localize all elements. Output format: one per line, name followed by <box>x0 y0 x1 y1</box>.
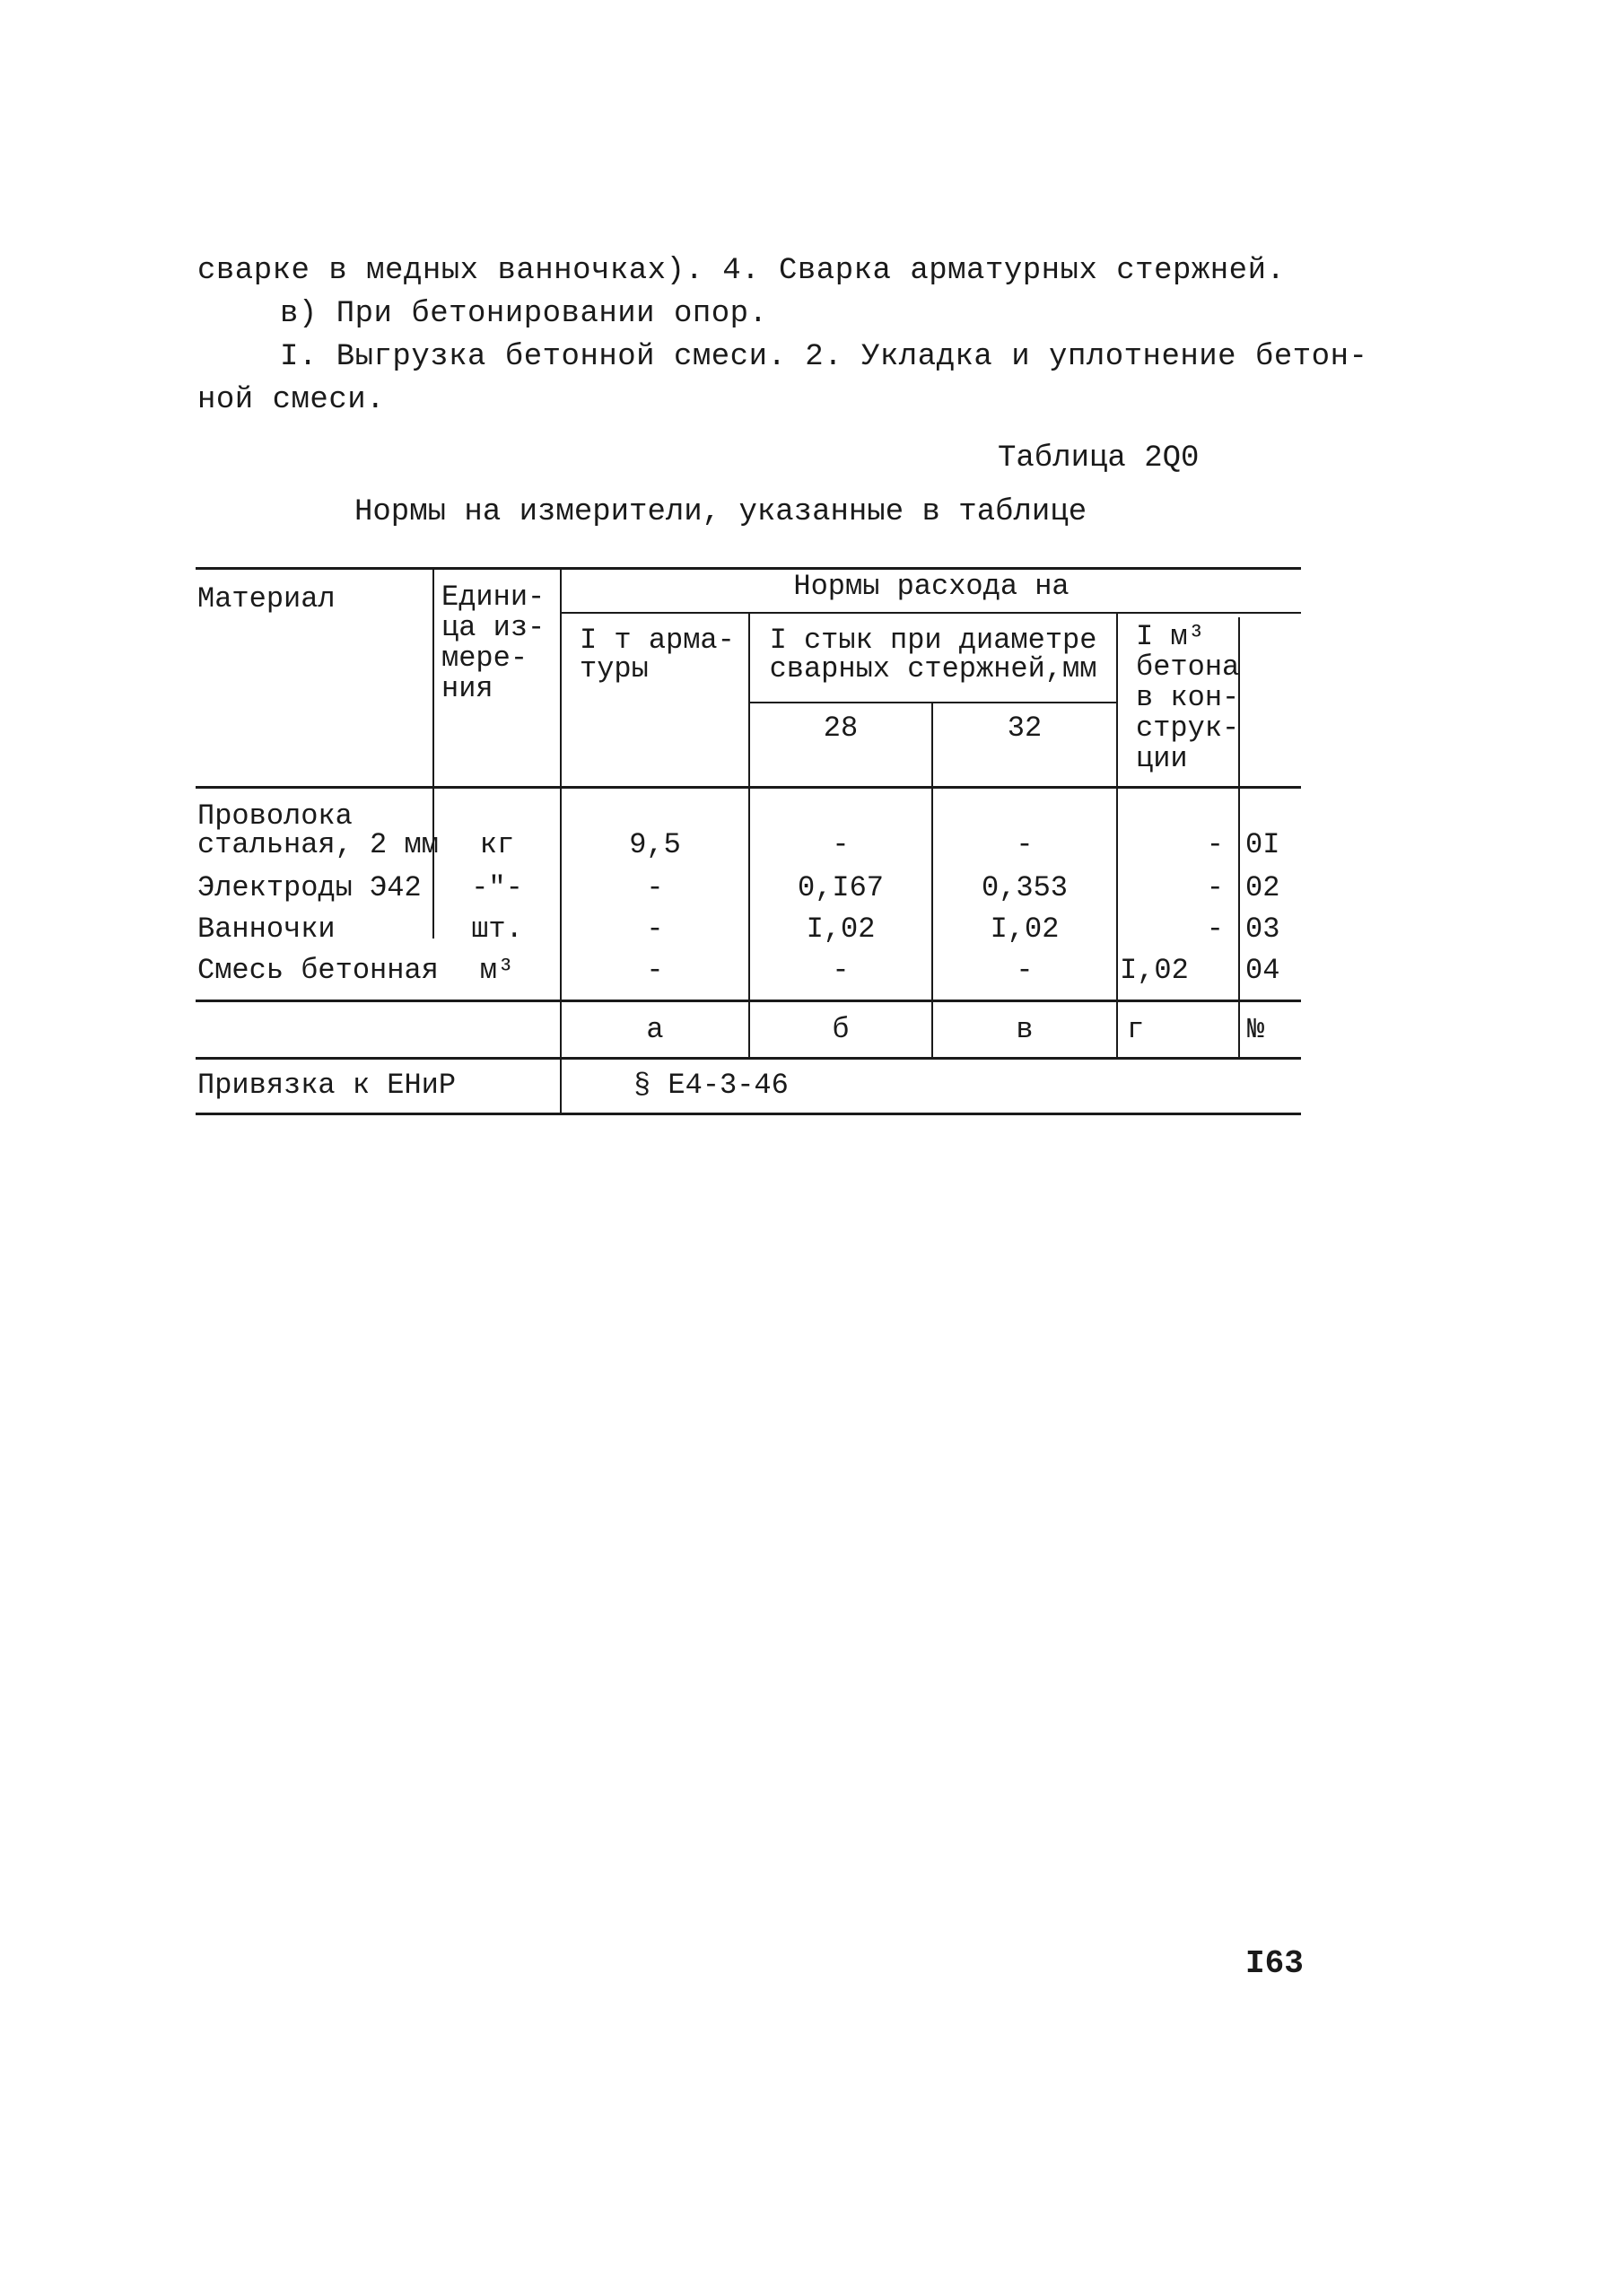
table-number: Таблица 2Q0 <box>998 441 1200 476</box>
row3-code: 03 <box>1245 912 1280 946</box>
header-per-m3-3: в кон- <box>1136 681 1240 714</box>
table-rule <box>562 612 1301 614</box>
row3-material: Ванночки <box>197 912 336 946</box>
row3-v: I,02 <box>990 912 1060 946</box>
row3-b: I,02 <box>806 912 876 946</box>
row2-v: 0,353 <box>981 871 1068 904</box>
row3-g: - <box>1206 912 1224 946</box>
col-letter-g: г <box>1127 1013 1145 1046</box>
table-rule <box>750 702 1118 703</box>
row1-material-2: стальная, 2 мм <box>197 828 439 861</box>
body-text-line: I. Выгрузка бетонной смеси. 2. Укладка и уплотнение бетон- <box>280 340 1368 374</box>
header-per-joint-1: I стык при диаметре <box>769 624 1097 657</box>
table-rule <box>196 567 1301 570</box>
header-norms: Нормы расхода на <box>793 570 1070 603</box>
row4-a: - <box>646 954 664 987</box>
header-per-m3-5: ции <box>1136 742 1188 775</box>
header-per-ton-2: туры <box>580 652 649 685</box>
row3-unit: шт. <box>471 912 523 946</box>
row1-v: - <box>1016 828 1034 861</box>
row1-unit: кг <box>479 828 515 861</box>
row4-v: - <box>1016 954 1034 987</box>
row1-a: 9,5 <box>629 828 681 861</box>
header-per-m3-1: I м³ <box>1136 620 1205 653</box>
row1-b: - <box>832 828 850 861</box>
col-letter-no: № <box>1247 1013 1265 1046</box>
row1-code: 0I <box>1245 828 1280 861</box>
row2-material: Электроды Э42 <box>197 871 422 904</box>
row4-code: 04 <box>1245 954 1280 987</box>
reference-label: Привязка к ЕНиР <box>197 1069 457 1102</box>
body-text-line: в) При бетонировании опор. <box>280 297 768 331</box>
header-unit-3: мере- <box>441 642 528 675</box>
header-per-joint-2: сварных стержней,мм <box>769 652 1097 685</box>
body-text-line: ной смеси. <box>197 383 386 417</box>
header-material: Материал <box>197 582 336 616</box>
reference-value: § Е4-3-46 <box>633 1069 789 1102</box>
body-text-line: сварке в медных ванночках). 4. Сварка арматурных стержней. <box>197 254 1286 288</box>
row4-unit: м³ <box>479 954 515 987</box>
row2-unit: -"- <box>471 871 523 904</box>
page-number: I63 <box>1245 1945 1304 1982</box>
row1-g: - <box>1206 828 1224 861</box>
header-unit-1: Едини- <box>441 581 546 614</box>
header-per-m3-4: струк- <box>1136 712 1240 745</box>
row3-a: - <box>646 912 664 946</box>
row1-material-1: Проволока <box>197 799 353 833</box>
header-per-ton-1: I т арма- <box>580 624 735 657</box>
row4-material: Смесь бетонная <box>197 954 439 987</box>
header-per-m3-2: бетона <box>1136 650 1240 684</box>
table-rule <box>196 1113 1301 1115</box>
col-letter-b: б <box>832 1013 850 1046</box>
header-d32: 32 <box>1007 712 1043 745</box>
row4-g: I,02 <box>1120 954 1189 987</box>
row2-a: - <box>646 871 664 904</box>
table-title: Нормы на измерители, указанные в таблице <box>354 495 1087 529</box>
header-unit-4: ния <box>441 672 493 705</box>
row2-g: - <box>1206 871 1224 904</box>
header-d28: 28 <box>823 712 859 745</box>
col-letter-a: а <box>646 1013 664 1046</box>
row2-b: 0,I67 <box>797 871 884 904</box>
col-letter-v: в <box>1016 1013 1034 1046</box>
row2-code: 02 <box>1245 871 1280 904</box>
row4-b: - <box>832 954 850 987</box>
header-unit-2: ца из- <box>441 611 546 644</box>
